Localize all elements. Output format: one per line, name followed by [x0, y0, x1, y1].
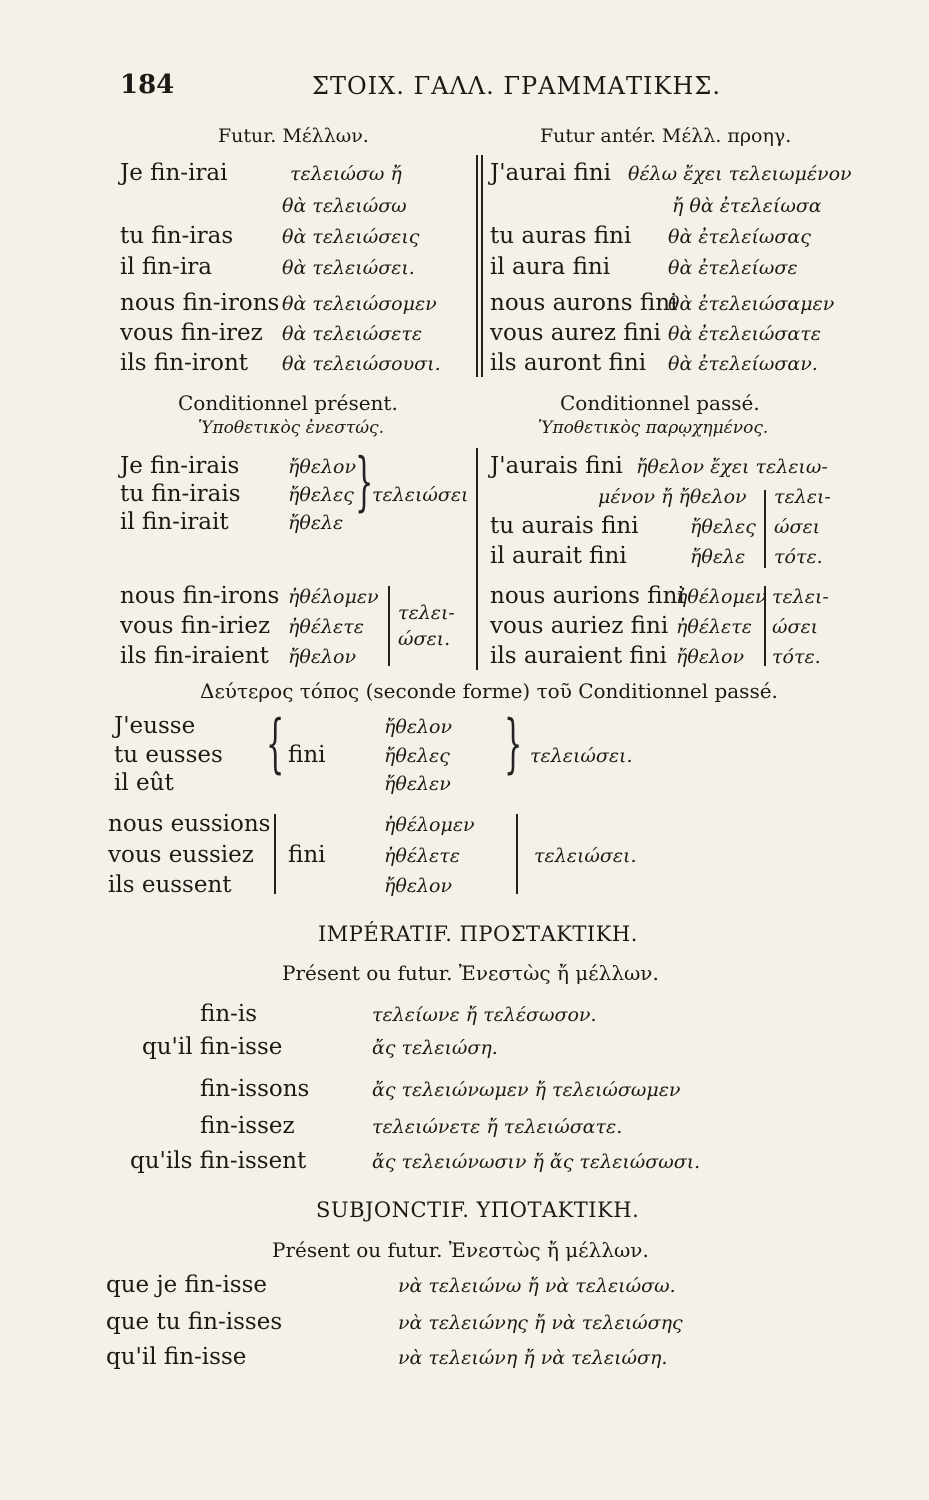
futur-right-fr: il aura fini: [490, 254, 611, 280]
seconde-fini: fini: [288, 742, 326, 768]
cond-right-gr: ἤθελε: [690, 546, 746, 568]
futur-anterieur-heading: Futur antér. Μέλλ. προηγ.: [540, 125, 792, 147]
futur-left-gr: θὰ τελειώσετε: [282, 323, 423, 345]
cond-right-gr: μένον ἤ ἤθελον: [598, 486, 747, 508]
futur-heading: Futur. Μέλλων.: [218, 125, 369, 147]
imperatif-heading: IMPÉRATIF. ΠΡΟΣΤΑΚΤΙΚΗ.: [318, 922, 638, 946]
seconde-fr: ils eussent: [108, 872, 232, 898]
cond-right-fr: nous aurions fini: [490, 583, 685, 609]
futur-left-gr: θὰ τελειώσω: [282, 195, 407, 217]
imperatif-gr: ἄς τελειώνωσιν ἤ ἄς τελειώσωσι.: [372, 1151, 701, 1173]
cond-right-gr-end: ώσει: [772, 616, 819, 638]
seconde-gr: ἠθέλετε: [384, 845, 460, 867]
futur-left-fr: il fin-ira: [120, 254, 213, 280]
cond-right-gr-end: τελει-: [774, 486, 831, 508]
conditionnel-present-heading-gr: Ὑποθετικὸς ἐνεστώς.: [198, 418, 384, 438]
right-brace: }: [504, 707, 523, 781]
bracket-line: [388, 586, 390, 666]
right-brace: }: [355, 445, 374, 519]
futur-right-fr: vous aurez fini: [490, 320, 661, 346]
cond-left-fr: vous fin-iriez: [120, 613, 271, 639]
subjonctif-fr: que tu fin-isses: [106, 1309, 283, 1335]
futur-right-gr: θὰ ἐτελείωσε: [668, 257, 798, 279]
seconde-fr: nous eussions: [108, 811, 271, 837]
seconde-gr: ἠθέλομεν: [384, 814, 475, 836]
seconde-fr: J'eusse: [114, 713, 196, 739]
seconde-fini: fini: [288, 842, 326, 868]
seconde-gr: ἤθελον: [384, 716, 453, 738]
seconde-forme-heading: Δεύτερος τόπος (seconde forme) τοῦ Conditionnel passé.: [200, 679, 778, 703]
cond-left-gr: ἤθελον: [288, 646, 357, 668]
imperatif-gr: τελειώνετε ἤ τελειώσατε.: [372, 1116, 623, 1138]
cond-left-verb: τελει-: [398, 602, 455, 624]
futur-right-gr: θὰ ἐτελείωσαν.: [668, 353, 818, 375]
column-divider: [481, 155, 483, 377]
cond-right-gr-end: τελει-: [772, 586, 829, 608]
cond-left-verb: τελειώσει: [372, 484, 469, 506]
column-divider: [476, 155, 478, 377]
cond-right-fr: J'aurais fini: [490, 453, 623, 479]
subjonctif-gr: νὰ τελειώνης ἤ νὰ τελειώσης: [398, 1312, 683, 1334]
cond-right-gr-end: ώσει: [774, 516, 821, 538]
cond-right-fr: ils auraient fini: [490, 643, 667, 669]
seconde-gr: ἤθελον: [384, 875, 453, 897]
futur-right-gr: θὰ ἐτελειώσαμεν: [668, 293, 835, 315]
futur-left-fr: ils fin-iront: [120, 350, 249, 376]
cond-left-fr: tu fin-irais: [120, 481, 241, 507]
imperatif-fr: qu'ils fin-issent: [130, 1148, 307, 1174]
left-brace: {: [266, 707, 285, 781]
subjonctif-fr: que je fin-isse: [106, 1272, 268, 1298]
subjonctif-subheading: Présent ou futur. Ἐνεστὼς ἤ μέλλων.: [272, 1238, 649, 1262]
running-title: ΣΤΟΙΧ. ΓΑΛΛ. ΓΡΑΜΜΑΤΙΚΗΣ.: [312, 72, 721, 100]
imperatif-subheading: Présent ou futur. Ἐνεστὼς ἤ μέλλων.: [282, 961, 659, 985]
cond-right-gr-end: τότε.: [772, 646, 821, 668]
futur-right-gr: θὰ ἐτελείωσας: [668, 226, 811, 248]
futur-right-gr: ἤ θὰ ἐτελείωσα: [672, 195, 822, 217]
imperatif-fr: qu'il fin-isse: [142, 1034, 283, 1060]
cond-right-fr: vous auriez fini: [490, 613, 669, 639]
cond-right-gr: ἠθέλομεν: [676, 586, 767, 608]
conditionnel-present-heading: Conditionnel présent.: [178, 391, 398, 415]
cond-left-fr: ils fin-iraient: [120, 643, 269, 669]
cond-right-gr: ἤθελον: [676, 646, 745, 668]
bracket-line: [764, 490, 766, 568]
seconde-verb: τελειώσει.: [534, 845, 637, 867]
cond-left-gr: ἤθελε: [288, 512, 344, 534]
futur-right-fr: tu auras fini: [490, 223, 632, 249]
seconde-verb: τελειώσει.: [530, 745, 633, 767]
subjonctif-gr: νὰ τελειώνη ἤ νὰ τελειώση.: [398, 1347, 668, 1369]
subjonctif-gr: νὰ τελειώνω ἤ νὰ τελειώσω.: [398, 1275, 676, 1297]
imperatif-gr: τελείωνε ἤ τελέσωσον.: [372, 1004, 597, 1026]
futur-left-gr: θὰ τελειώσει.: [282, 257, 415, 279]
futur-right-fr: nous aurons fini: [490, 290, 678, 316]
cond-right-fr: il aurait fini: [490, 543, 627, 569]
seconde-fr: il eût: [114, 770, 174, 796]
bracket-line: [516, 814, 518, 894]
cond-left-gr: ἠθέλομεν: [288, 586, 379, 608]
seconde-fr: tu eusses: [114, 742, 223, 768]
futur-left-gr: τελειώσω ἤ: [290, 163, 402, 185]
cond-left-fr: nous fin-irons: [120, 583, 280, 609]
page-number: 184: [120, 70, 175, 100]
conditionnel-passe-heading-gr: Ὑποθετικὸς παρῳχημένος.: [538, 418, 769, 438]
seconde-gr: ἤθελες: [384, 745, 450, 767]
imperatif-fr: fin-is: [200, 1001, 258, 1027]
imperatif-fr: fin-issons: [200, 1076, 310, 1102]
imperatif-gr: ἄς τελειώνωμεν ἤ τελειώσωμεν: [372, 1079, 681, 1101]
futur-left-gr: θὰ τελειώσομεν: [282, 293, 437, 315]
subjonctif-fr: qu'il fin-isse: [106, 1344, 247, 1370]
futur-right-gr: θέλω ἔχει τελειωμένον: [628, 163, 852, 185]
futur-left-fr: vous fin-irez: [120, 320, 263, 346]
futur-right-gr: θὰ ἐτελειώσατε: [668, 323, 821, 345]
futur-right-fr: ils auront fini: [490, 350, 647, 376]
cond-left-fr: Je fin-irais: [120, 453, 240, 479]
imperatif-gr: ἄς τελειώση.: [372, 1037, 498, 1059]
cond-left-gr: ἤθελον: [288, 456, 357, 478]
cond-left-fr: il fin-irait: [120, 509, 229, 535]
conditionnel-passe-heading: Conditionnel passé.: [560, 391, 760, 415]
seconde-fr: vous eussiez: [108, 842, 254, 868]
futur-left-fr: Je fin-irai: [120, 160, 228, 186]
subjonctif-heading: SUBJONCTIF. ΥΠΟΤΑΚΤΙΚΗ.: [316, 1198, 640, 1222]
seconde-gr: ἤθελεν: [384, 773, 451, 795]
cond-left-verb: ώσει.: [398, 628, 451, 650]
futur-left-fr: nous fin-irons: [120, 290, 280, 316]
cond-left-gr: ἤθελες: [288, 484, 354, 506]
cond-right-gr: ἤθελον ἔχει τελειω-: [636, 456, 828, 478]
bracket-line: [274, 814, 276, 894]
futur-left-gr: θὰ τελειώσεις: [282, 226, 420, 248]
cond-right-fr: tu aurais fini: [490, 513, 639, 539]
bracket-line: [764, 586, 766, 666]
cond-left-gr: ἠθέλετε: [288, 616, 364, 638]
cond-right-gr-end: τότε.: [774, 546, 823, 568]
futur-left-gr: θὰ τελειώσουσι.: [282, 353, 441, 375]
futur-left-fr: tu fin-iras: [120, 223, 234, 249]
column-divider: [476, 448, 478, 670]
cond-right-gr: ἤθελες: [690, 516, 756, 538]
imperatif-fr: fin-issez: [200, 1113, 295, 1139]
cond-right-gr: ἠθέλετε: [676, 616, 752, 638]
futur-right-fr: J'aurai fini: [490, 160, 611, 186]
